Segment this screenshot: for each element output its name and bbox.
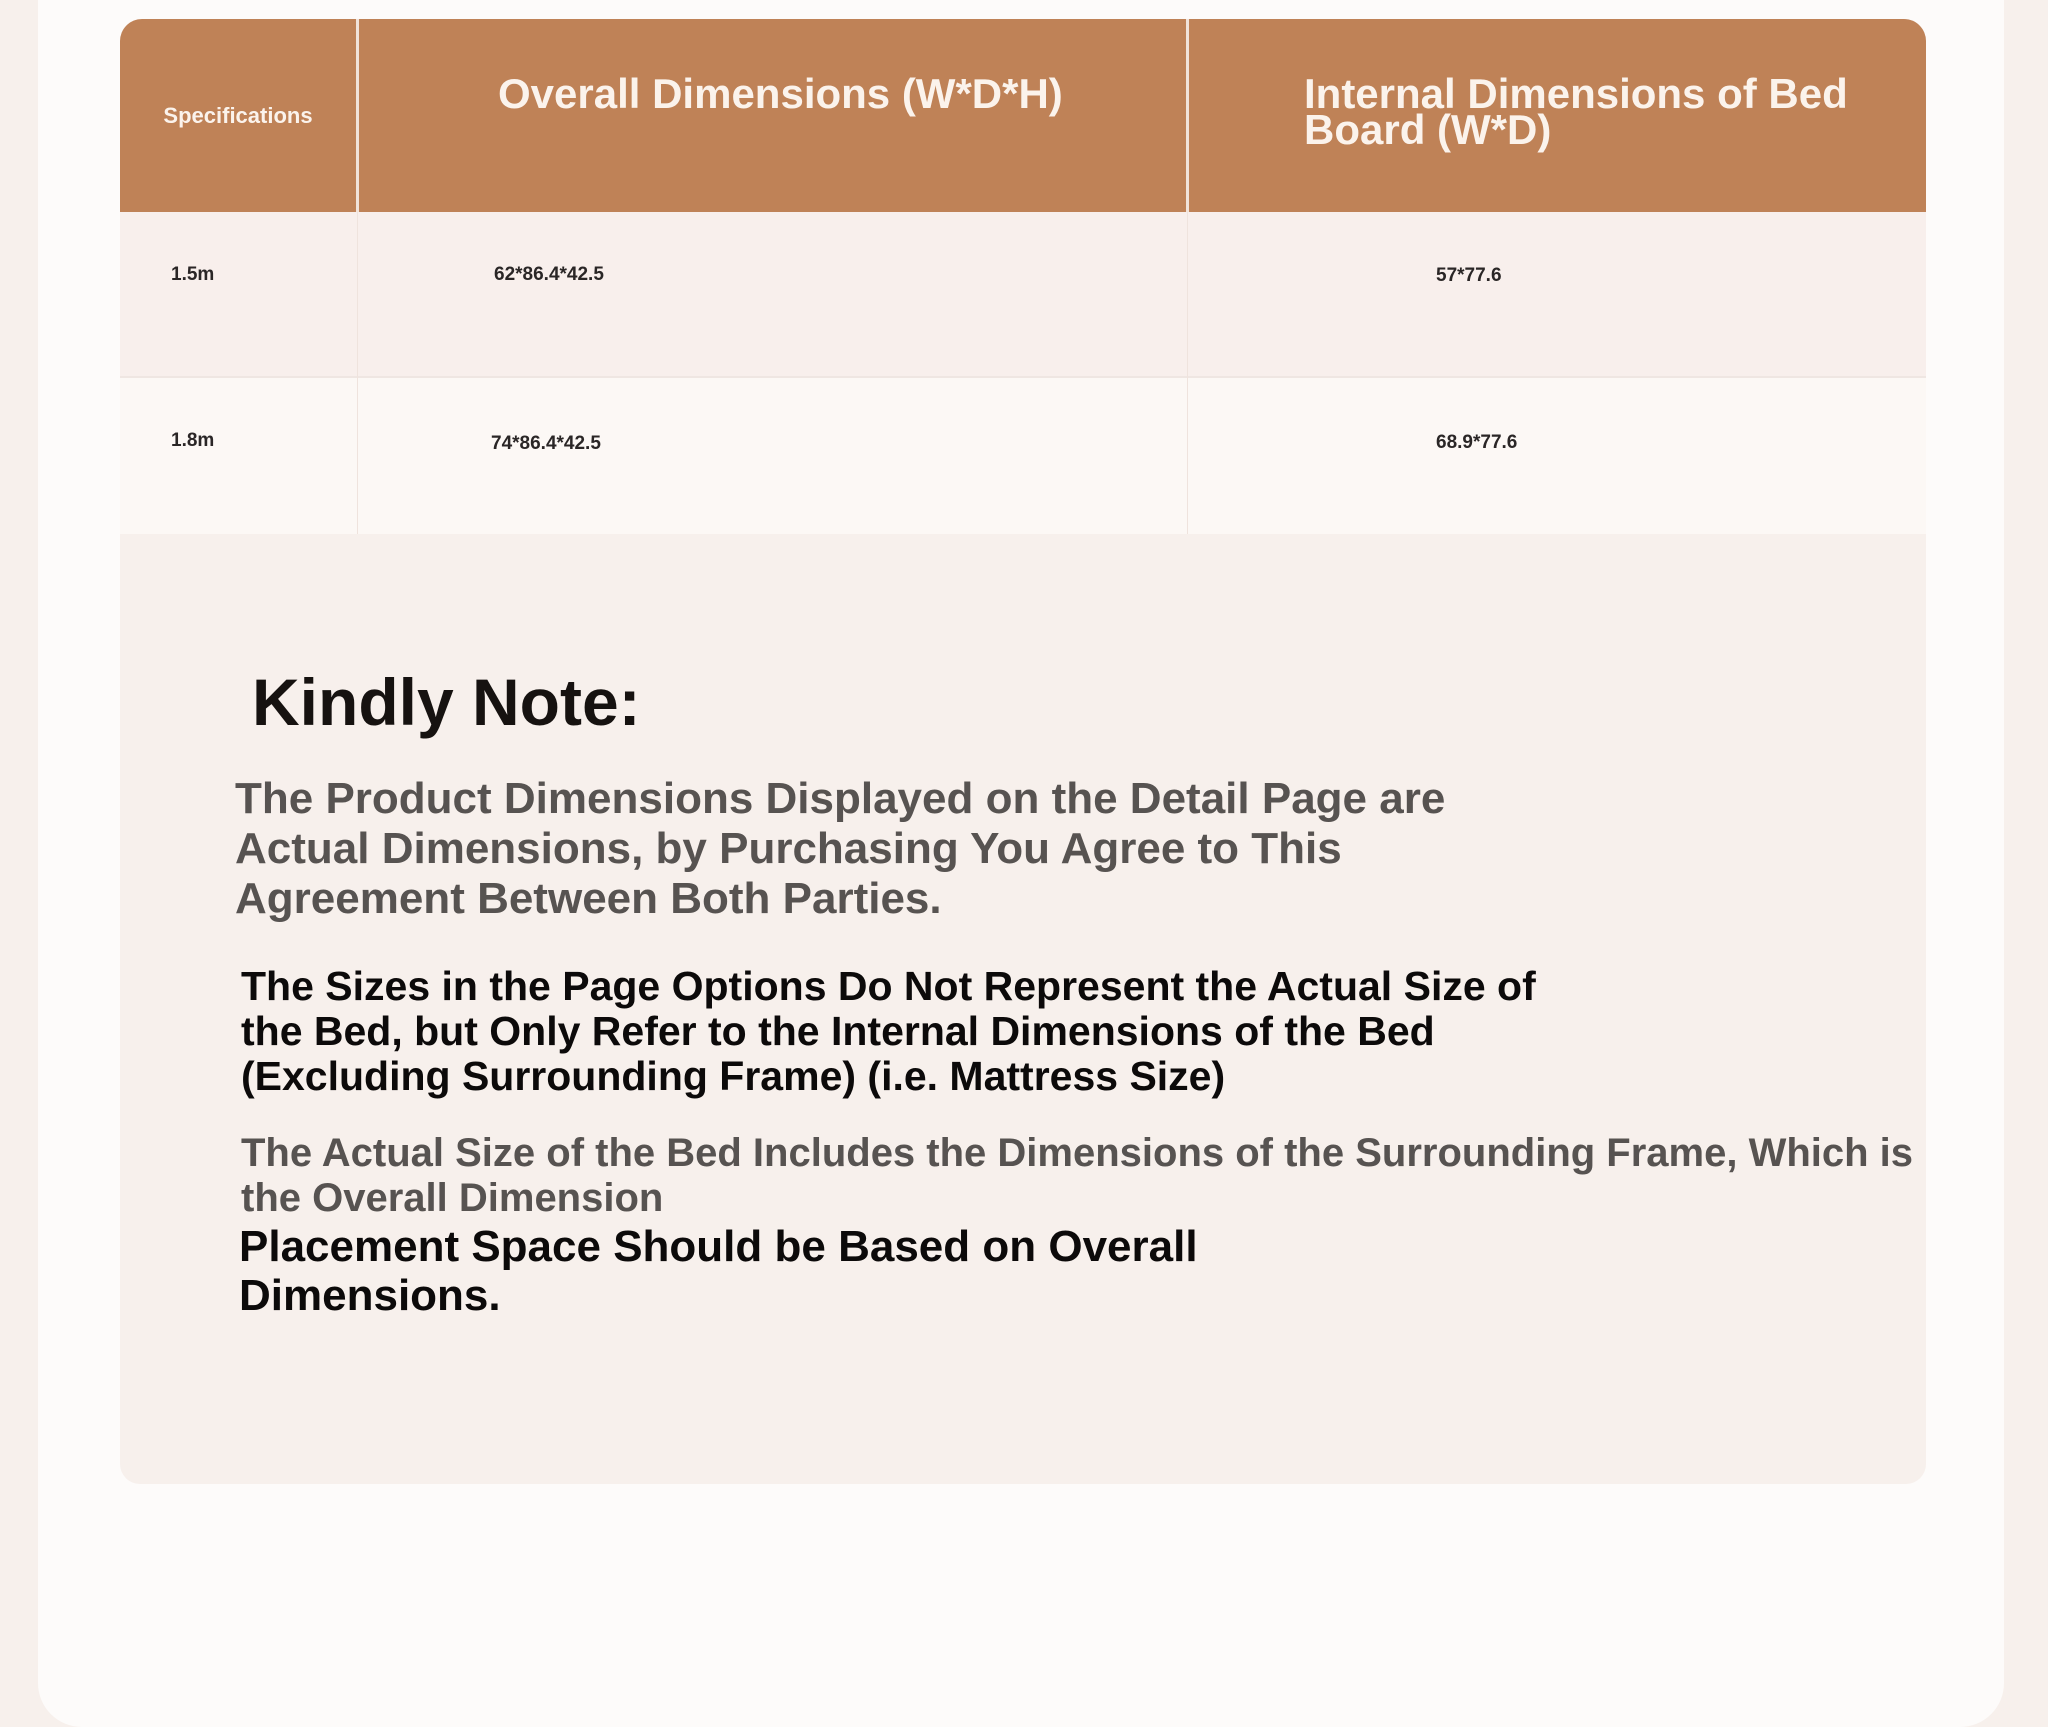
header-divider	[1186, 19, 1189, 212]
table-row	[120, 376, 1926, 534]
header-overall-label: Overall Dimensions (W*D*H)	[498, 70, 1063, 117]
header-internal-dimensions	[1188, 19, 1926, 212]
note-paragraph: The Product Dimensions Displayed on the Detail Page are Actual Dimensions, by Purchasing You Agree to This Agreement Between Both Parties.	[235, 774, 1446, 923]
spec-table	[120, 19, 1926, 534]
cell-overall: 74*86.4*42.5	[491, 433, 601, 454]
cell-internal: 68.9*77.6	[1436, 432, 1518, 453]
table-row	[120, 212, 1926, 376]
cell-overall: 62*86.4*42.5	[494, 264, 604, 285]
note-panel	[120, 534, 1926, 1484]
note-paragraph: The Actual Size of the Bed Includes the Dimensions of the Surrounding Frame, Which is the Overall Dimension	[241, 1131, 1914, 1220]
cell-internal: 57*77.6	[1436, 265, 1502, 286]
cell-spec: 1.5m	[171, 264, 215, 285]
column-divider	[357, 212, 358, 534]
note-paragraph: The Sizes in the Page Options Do Not Represent the Actual Size of the Bed, but Only Refer to the Internal Dimensions of the Bed (Excluding Surrounding Frame) (i.e. Mattress Size)	[241, 963, 1536, 1099]
header-specifications: Specifications	[163, 102, 313, 128]
header-internal-label: Internal Dimensions of Bed Board (W*D)	[1304, 70, 1848, 153]
column-divider	[1187, 212, 1188, 534]
note-title: Kindly Note:	[252, 665, 641, 739]
note-paragraph: Placement Space Should be Based on Overall Dimensions.	[239, 1222, 1198, 1320]
header-overall-dimensions	[358, 19, 1186, 212]
table-header	[120, 19, 1926, 212]
header-divider	[356, 19, 359, 212]
cell-spec: 1.8m	[171, 430, 215, 451]
